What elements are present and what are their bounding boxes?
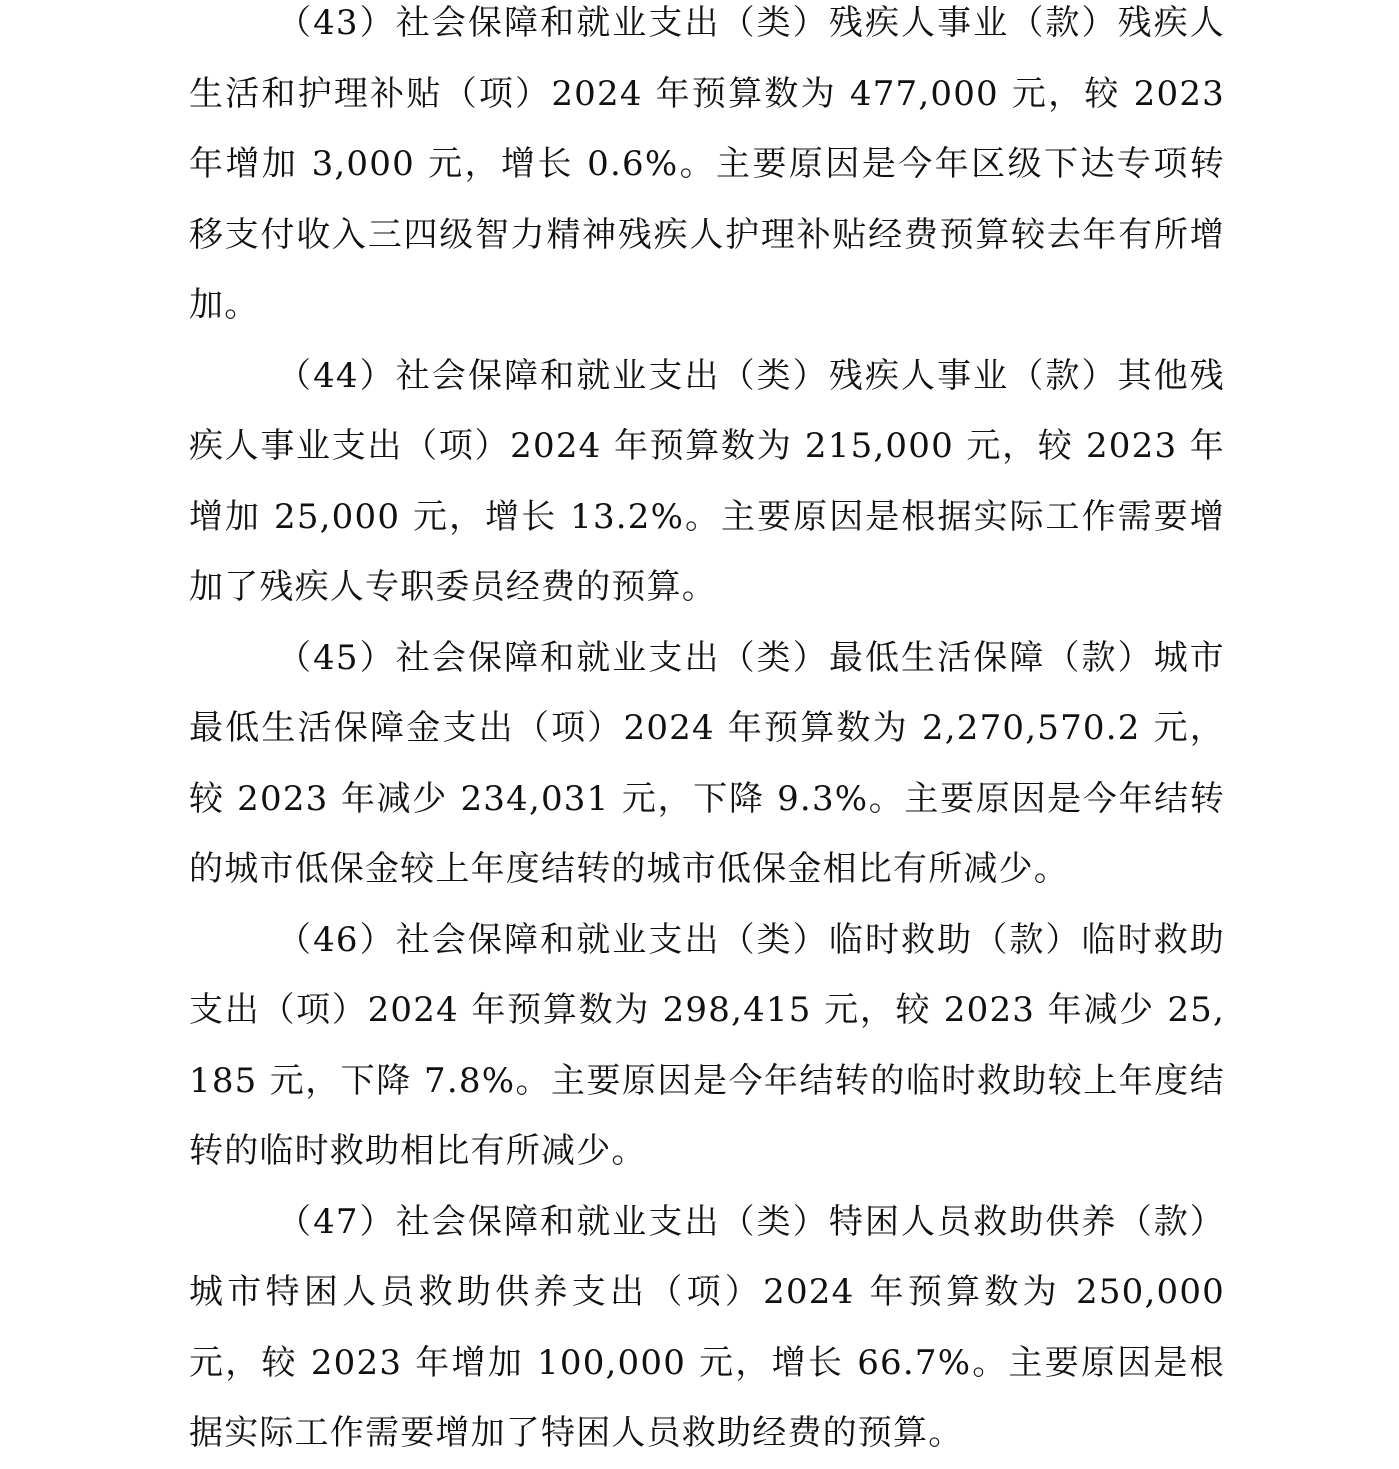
document-page bbox=[189, 0, 1225, 1469]
paragraph-47: （47）社会保障和就业支出（类）特困人员救助供养（款）城市特困人员救助供养支出（项）2024 年预算数为 250,000 元，较 2023 年增加 100,000 元，增长 66.7%。主要原因是根据实际工作需要增加了特困人员救助经费的预算。 bbox=[189, 1201, 1225, 1453]
paragraph-46: （46）社会保障和就业支出（类）临时救助（款）临时救助支出（项）2024 年预算数为 298,415 元，较 2023 年减少 25,185 元，下降 7.8%。主要原因是今年结转的临时救助较上年度结转的临时救助相比有所减少。 bbox=[189, 919, 1225, 1171]
paragraph-44: （44）社会保障和就业支出（类）残疾人事业（款）其他残疾人事业支出（项）2024 年预算数为 215,000 元，较 2023 年增加 25,000 元，增长 13.2%。主要原因是根据实际工作需要增加了残疾人专职委员经费的预算。 bbox=[189, 355, 1225, 607]
paragraph-45: （45）社会保障和就业支出（类）最低生活保障（款）城市最低生活保障金支出（项）2024 年预算数为 2,270,570.2 元，较 2023 年减少 234,031 元，下降 9.3%。主要原因是今年结转的城市低保金较上年度结转的城市低保金相比有所减少。 bbox=[189, 637, 1225, 889]
paragraph-43: （43）社会保障和就业支出（类）残疾人事业（款）残疾人生活和护理补贴（项）2024 年预算数为 477,000 元，较 2023 年增加 3,000 元，增长 0.6%。主要原因是今年区级下达专项转移支付收入三四级智力精神残疾人护理补贴经费预算较去年有所增加。 bbox=[189, 3, 1225, 325]
